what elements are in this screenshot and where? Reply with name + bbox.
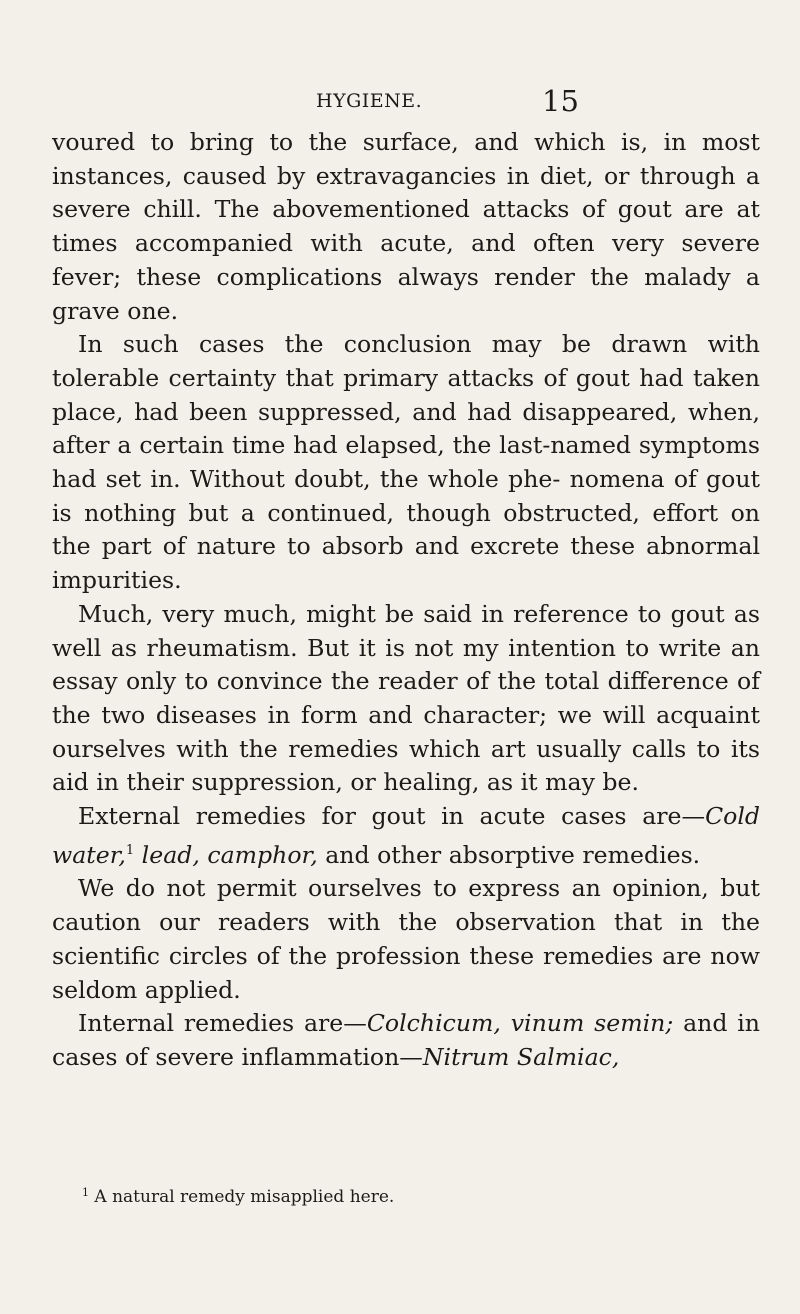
paragraph-rest: and other absorptive remedies. (317, 840, 701, 869)
running-title: HYGIENE. (316, 90, 423, 112)
footnote-mark: 1 (82, 1186, 89, 1199)
footnote-text: A natural remedy misapplied here. (94, 1187, 395, 1207)
paragraph (52, 800, 760, 872)
page-header (0, 86, 800, 120)
paragraph: voured to bring to the surface, and which is, in most instances, caused by extravagancies in diet, or through a severe chill. The abovementioned attacks of gout are at times accompanied with acute, and often very severe fever; these complications always render the malady a grave one. (52, 128, 760, 325)
paragraph: Much, very much, might be said in reference to gout as well as rheumatism. But it is not my intention to write an essay only to convince the reader of the total difference of the two diseases in form and character; we will acquaint ourselves with the remedies which art usually calls to its aid in their suppression, or healing, as it may be. (52, 599, 760, 797)
footnote (82, 1182, 762, 1208)
page-number: 15 (542, 84, 579, 118)
remedy-names: lead, camphor, (134, 840, 318, 869)
remedy-names: Colchicum, vinum semin; (366, 1009, 674, 1038)
paragraph: In such cases the conclusion may be drawn with tolerable certainty that primary attacks of gout had taken place, had been suppressed, and had disappeared, when, after a certain time had elapsed, the last-named symptoms had set in. Without doubt, the whole phe- nomena of gout is nothing but a continued, though obstructed, effort on the part of nature to absorb and excrete these abnormal impurities. (52, 330, 760, 595)
paragraph (52, 1007, 760, 1074)
body-text (52, 126, 760, 1075)
paragraph: We do not permit ourselves to express an opinion, but caution our readers with the observation that in the scientific circles of the profession these remedies are now seldom applied. (52, 874, 760, 1004)
remedy-cold-water: Cold water, (52, 802, 760, 869)
footnote-reference: 1 (125, 842, 135, 858)
paragraph-mid: and in cases of severe inflammation— (52, 1009, 760, 1071)
paragraph-intro: External remedies for gout in acute cases are— (78, 802, 706, 831)
remedy-names-2: Nitrum Salmiac, (422, 1042, 620, 1071)
paragraph-intro: Internal remedies are— (78, 1009, 367, 1038)
